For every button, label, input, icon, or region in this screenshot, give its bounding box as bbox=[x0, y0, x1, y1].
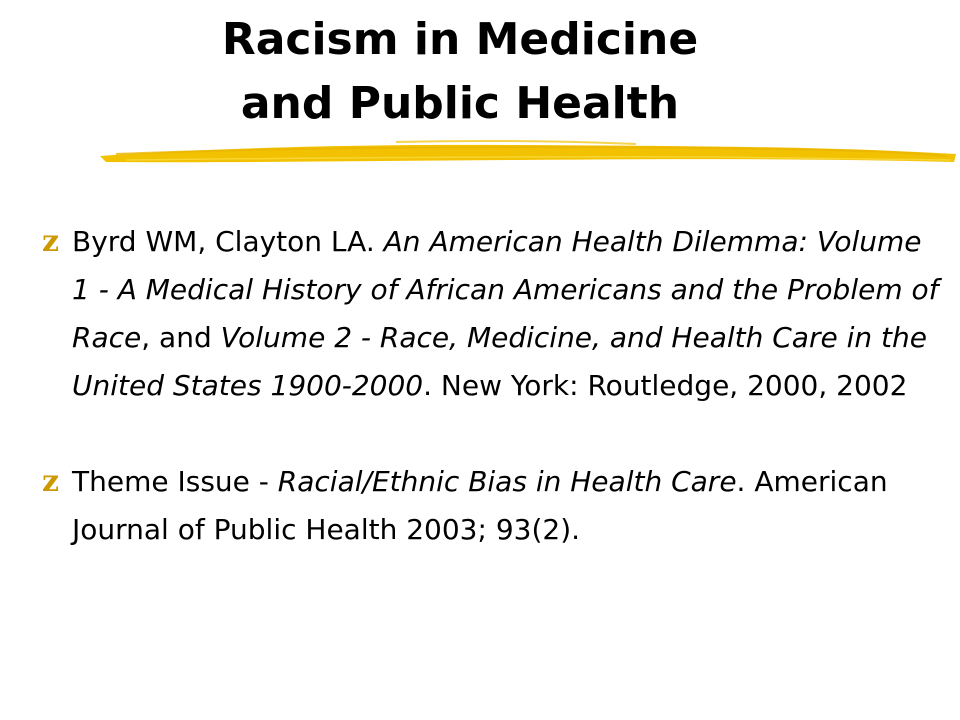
slide-title-line-1: Racism in Medicine bbox=[221, 14, 699, 65]
citation-publication: . American Journal of Public Health 2003; 93(2). bbox=[72, 465, 888, 546]
citation-title: Racial/Ethnic Bias in Health Care bbox=[277, 465, 737, 498]
citation-authors: Byrd WM, Clayton LA. bbox=[72, 225, 384, 258]
citation-title-volume-2: Volume 2 - Race, Medicine, and Health Care in the United States 1900-2000 bbox=[72, 321, 927, 402]
slide-title bbox=[0, 8, 920, 136]
bullet-list bbox=[42, 218, 947, 554]
bullet-icon: z bbox=[42, 464, 60, 499]
title-underline-brushstroke bbox=[96, 134, 960, 170]
citation-prefix: Theme Issue - bbox=[72, 465, 278, 498]
citation-publication: . New York: Routledge, 2000, 2002 bbox=[423, 369, 908, 402]
list-item-byrd-clayton bbox=[42, 218, 947, 410]
bullet-icon: z bbox=[42, 224, 60, 259]
citation-title-volume-1: An American Health Dilemma: Volume 1 - A Medical History of African Americans and the Problem of Race bbox=[72, 225, 939, 354]
slide-title-line-2: and Public Health bbox=[240, 78, 680, 129]
list-item-theme-issue bbox=[42, 458, 947, 554]
citation-joiner: , and bbox=[141, 321, 221, 354]
